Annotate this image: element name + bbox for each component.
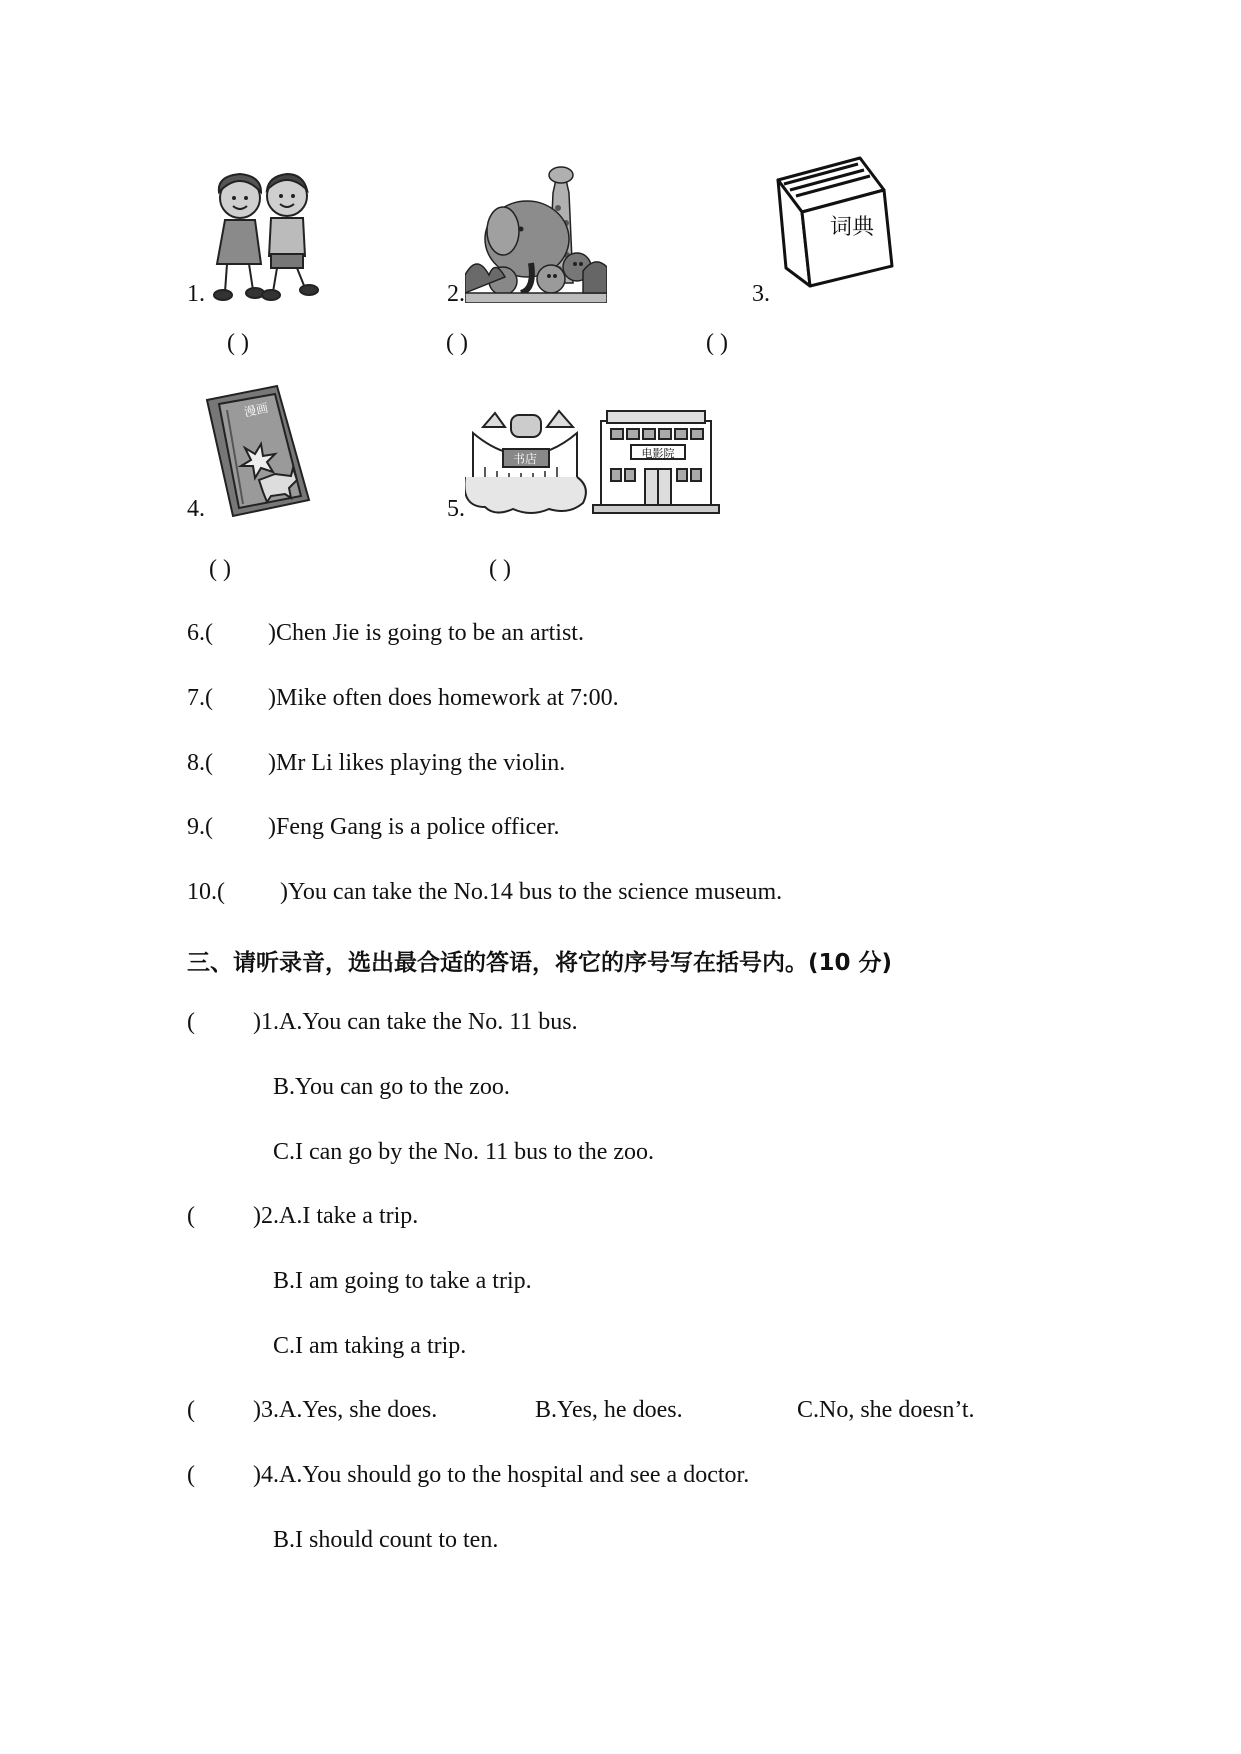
dictionary-caption: 词典 <box>829 215 875 240</box>
judgment-text: Mr Li likes playing the violin. <box>276 750 566 776</box>
judgment-item-10: 10.( )You can take the No.14 bus to the science museum. <box>187 879 783 905</box>
question-1-option-c: C.I can go by the No. 11 bus to the zoo. <box>273 1139 655 1165</box>
judgment-text: Mike often does homework at 7:00. <box>276 685 619 711</box>
question-4: ( )4.A.You should go to the hospital and see a doctor. <box>187 1462 750 1488</box>
question-3: ( )3.A.Yes, she does. <box>187 1397 438 1423</box>
bookstore-cinema-icon <box>465 407 721 517</box>
option-a: 1.A.You can take the No. 11 bus. <box>261 1009 578 1035</box>
children-walking-icon <box>205 168 323 304</box>
option-a: 4.A.You should go to the hospital and see a doctor. <box>261 1462 750 1488</box>
picture-bracket-3: ( ) <box>706 330 728 356</box>
zoo-animals-icon <box>465 163 607 303</box>
picture-number-4: 4. <box>187 496 205 522</box>
judgment-item-7: 7.( )Mike often does homework at 7:00. <box>187 685 619 711</box>
picture-number-2: 2. <box>447 281 465 307</box>
picture-number-1: 1. <box>187 281 205 307</box>
question-3-option-b: B.Yes, he does. <box>535 1397 683 1423</box>
judgment-item-6: 6.( )Chen Jie is going to be an artist. <box>187 620 584 646</box>
section-3-title: 三、请听录音，选出最合适的答语，将它的序号写在括号内。(10 分) <box>187 950 893 976</box>
judgment-text: Feng Gang is a police officer. <box>276 814 560 840</box>
comic-book-icon <box>205 384 313 518</box>
picture-bracket-2: ( ) <box>446 330 468 356</box>
question-1-option-b: B.You can go to the zoo. <box>273 1074 510 1100</box>
judgment-text: Chen Jie is going to be an artist. <box>276 620 584 646</box>
question-1: ( )1.A.You can take the No. 11 bus. <box>187 1009 578 1035</box>
dictionary-book-icon <box>774 154 900 290</box>
picture-bracket-4: ( ) <box>209 556 231 582</box>
bookstore-caption: 书店 <box>512 452 538 466</box>
option-a: 2.A.I take a trip. <box>261 1203 419 1229</box>
question-2-option-b: B.I am going to take a trip. <box>273 1268 532 1294</box>
option-a: 3.A.Yes, she does. <box>261 1397 438 1423</box>
picture-number-5: 5. <box>447 496 465 522</box>
judgment-item-8: 8.( )Mr Li likes playing the violin. <box>187 750 566 776</box>
picture-bracket-5: ( ) <box>489 556 511 582</box>
comic-caption: 漫画 <box>242 400 270 420</box>
question-4-option-b: B.I should count to ten. <box>273 1527 499 1553</box>
picture-bracket-1: ( ) <box>227 330 249 356</box>
picture-number-3: 3. <box>752 281 770 307</box>
question-2: ( )2.A.I take a trip. <box>187 1203 419 1229</box>
question-3-option-c: C.No, she doesn’t. <box>797 1397 975 1423</box>
judgment-text: You can take the No.14 bus to the science museum. <box>288 879 783 905</box>
question-2-option-c: C.I am taking a trip. <box>273 1333 467 1359</box>
judgment-item-9: 9.( )Feng Gang is a police officer. <box>187 814 560 840</box>
cinema-caption: 电影院 <box>641 447 675 460</box>
